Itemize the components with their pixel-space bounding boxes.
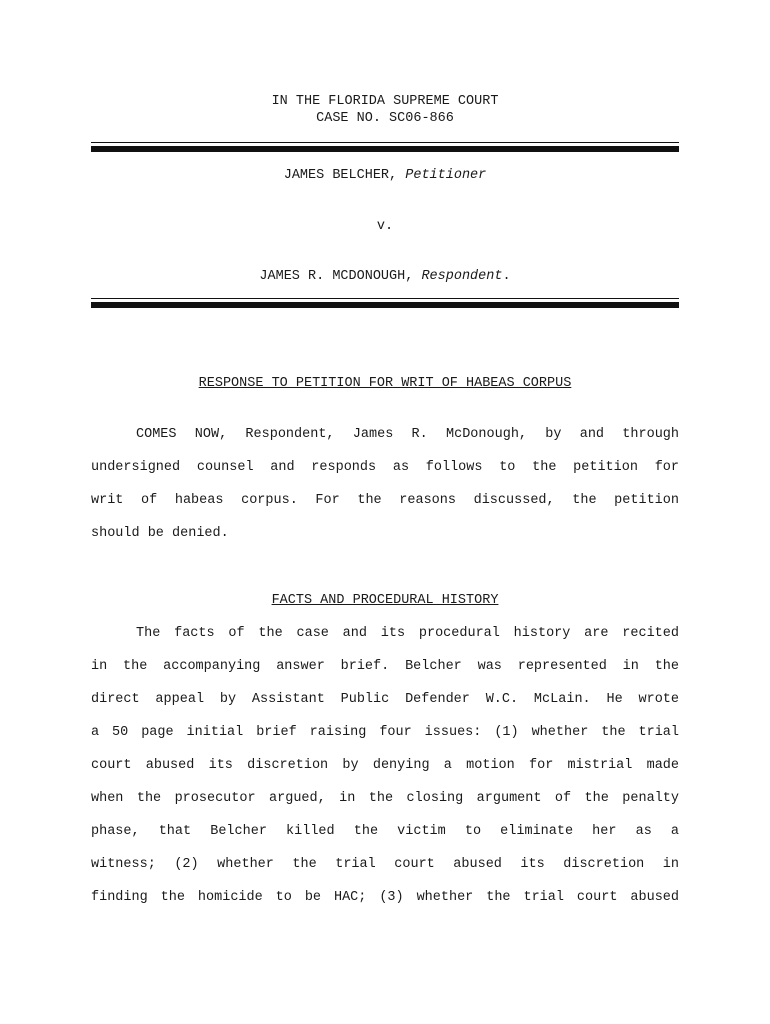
facts-line: witness; (2) whether the trial court abused its discretion in	[91, 857, 679, 872]
intro-line: writ of habeas corpus. For the reasons discussed, the petition	[91, 493, 679, 508]
facts-line: in the accompanying answer brief. Belcher was represented in the	[91, 659, 679, 674]
intro-line: should be denied.	[91, 526, 229, 541]
facts-line: court abused its discretion by denying a motion for mistrial made	[91, 758, 679, 773]
intro-paragraph	[91, 418, 679, 550]
versus: v.	[376, 219, 394, 234]
petitioner-name: JAMES BELCHER,	[283, 168, 398, 183]
facts-heading: FACTS AND PROCEDURAL HISTORY	[271, 593, 499, 608]
respondent-role: Respondent	[421, 269, 503, 284]
case-number: CASE NO. SC06-866	[316, 111, 454, 126]
respondent-period: .	[502, 269, 511, 284]
intro-line: COMES NOW, Respondent, James R. McDonough, by and through	[136, 427, 679, 442]
bottom-rule	[91, 302, 679, 308]
facts-paragraph	[91, 617, 679, 914]
petitioner-role: Petitioner	[405, 168, 487, 183]
facts-line: when the prosecutor argued, in the closing argument of the penalty	[91, 791, 679, 806]
facts-line: a 50 page initial brief raising four issues: (1) whether the trial	[91, 725, 679, 740]
document-title: RESPONSE TO PETITION FOR WRIT OF HABEAS CORPUS	[198, 376, 572, 391]
top-rule	[91, 146, 679, 152]
facts-line: direct appeal by Assistant Public Defender W.C. McLain. He wrote	[91, 692, 679, 707]
respondent-name: JAMES R. MCDONOUGH,	[259, 269, 414, 284]
court-name: IN THE FLORIDA SUPREME COURT	[271, 94, 499, 109]
facts-line: finding the homicide to be HAC; (3) whether the trial court abused	[91, 890, 679, 905]
petitioner-line	[91, 168, 679, 183]
intro-line: undersigned counsel and responds as follows to the petition for	[91, 460, 679, 475]
facts-line: phase, that Belcher killed the victim to eliminate her as a	[91, 824, 679, 839]
respondent-line	[91, 269, 679, 284]
facts-line: The facts of the case and its procedural history are recited	[136, 626, 679, 641]
